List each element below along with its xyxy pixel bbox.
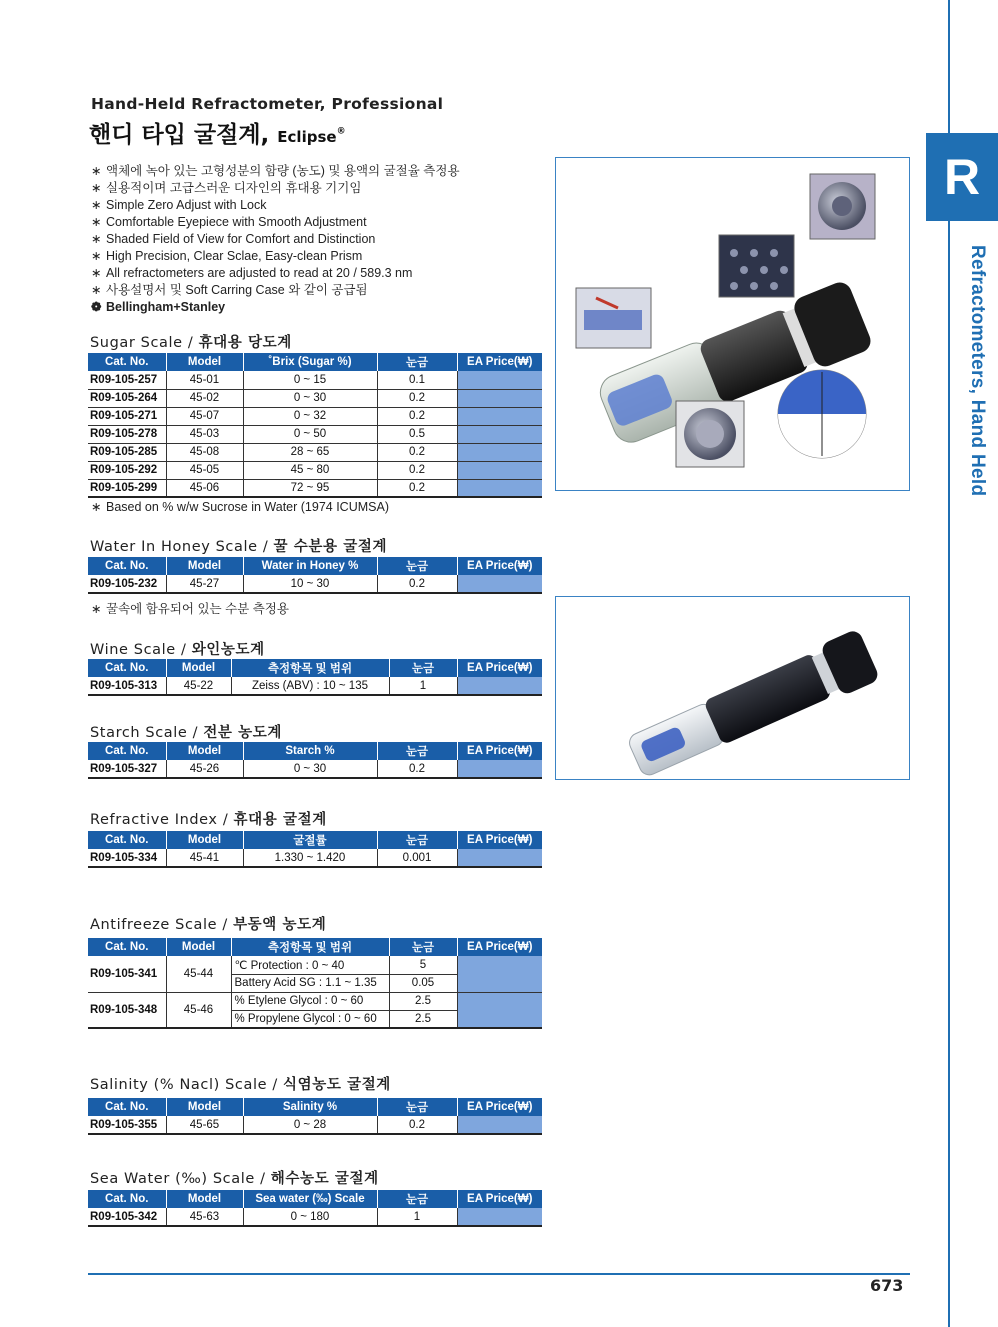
table-row: R09-105-355 45-65 0 ~ 28 0.2 — [88, 1116, 542, 1134]
table-row: R09-105-285 45-08 28 ~ 65 0.2 — [88, 443, 542, 461]
antifreeze-table — [88, 938, 542, 1029]
table-row: R09-105-299 45-06 72 ~ 95 0.2 — [88, 479, 542, 497]
table-header-row: Cat. No. Model Salinity % 눈금 EA Price(₩) — [88, 1098, 542, 1116]
bullet: ∗ — [91, 232, 102, 246]
table-header-row: Cat. No. Model Starch % 눈금 EA Price(₩) — [88, 742, 542, 760]
feature-item: ∗ High Precision, Clear Sclae, Easy-clean Prism — [91, 249, 363, 263]
table-row: R09-105-334 45-41 1.330 ~ 1.420 0.001 — [88, 849, 542, 867]
table-row: R09-105-341 45-44 ℃ Protection : 0 ~ 40 5 — [88, 956, 542, 974]
feature-item: ∗ 사용설명서 및 Soft Carring Case 와 같이 공급됨 — [91, 283, 368, 297]
ri-section-title: Refractive Index / 휴대용 굴절계 — [90, 812, 327, 828]
table-header-row: Cat. No. Model ˚Brix (Sugar %) 눈금 EA Price(₩) — [88, 353, 542, 371]
table-row: R09-105-348 45-46 % Etylene Glycol : 0 ~ 60 2.5 — [88, 992, 542, 1010]
price-cell — [457, 1116, 542, 1134]
product-image-refractometer — [555, 596, 910, 780]
ri-table — [88, 831, 542, 868]
price-cell — [457, 461, 542, 479]
feature-item-brand: ❁ Bellingham+Stanley — [91, 300, 226, 314]
table-row: R09-105-342 45-63 0 ~ 180 1 — [88, 1208, 542, 1226]
sugar-note: ∗ Based on % w/w Sucrose in Water (1974 ICUMSA) — [91, 500, 389, 514]
table-row: R09-105-271 45-07 0 ~ 32 0.2 — [88, 407, 542, 425]
table-row: R09-105-278 45-03 0 ~ 50 0.5 — [88, 425, 542, 443]
price-cell — [457, 443, 542, 461]
title-korean-text: 핸디 타입 굴절계, — [89, 122, 270, 148]
salinity-table — [88, 1098, 542, 1135]
title-korean — [89, 116, 346, 149]
table-row: R09-105-313 45-22 Zeiss (ABV) : 10 ~ 135 1 — [88, 677, 542, 695]
table-row: % Propylene Glycol : 0 ~ 60 2.5 — [88, 1010, 542, 1028]
title-english: Hand-Held Refractometer, Professional — [91, 95, 444, 113]
starch-section-title: Starch Scale / 전분 농도계 — [90, 725, 282, 741]
section-tab-letter: R — [926, 133, 998, 221]
table-row: R09-105-292 45-05 45 ~ 80 0.2 — [88, 461, 542, 479]
side-category-label: Refractometers, Hand Held — [967, 245, 988, 497]
bullet: ∗ — [91, 164, 102, 178]
honey-note: ∗ 꿀속에 함유되어 있는 수분 측정용 — [91, 602, 289, 616]
table-row: Battery Acid SG : 1.1 ~ 1.35 0.05 — [88, 974, 542, 992]
table-header-row: Cat. No. Model 굴절률 눈금 EA Price(₩) — [88, 831, 542, 849]
price-cell — [457, 371, 542, 389]
table-header-row: Cat. No. Model Water in Honey % 눈금 EA Price(₩) — [88, 557, 542, 575]
price-cell — [457, 956, 542, 992]
product-image-refractometer-detail — [555, 157, 910, 491]
price-cell — [457, 992, 542, 1028]
feature-item: ∗ 액체에 녹아 있는 고형성분의 함량 (농도) 및 용액의 굴절율 측정용 — [91, 164, 460, 178]
honey-section-title: Water In Honey Scale / 꿀 수분용 굴절계 — [90, 539, 388, 555]
feature-item: ∗ Comfortable Eyepiece with Smooth Adjustment — [91, 215, 367, 229]
footer-divider-line — [88, 1273, 910, 1275]
seawater-section-title: Sea Water (‰) Scale / 해수농도 굴절계 — [90, 1171, 379, 1187]
price-cell — [457, 425, 542, 443]
feature-item: ∗ Simple Zero Adjust with Lock — [91, 198, 267, 212]
price-cell — [457, 575, 542, 593]
bullet: ∗ — [91, 215, 102, 229]
table-row: R09-105-232 45-27 10 ~ 30 0.2 — [88, 575, 542, 593]
sugar-section-title: Sugar Scale / 휴대용 당도계 — [90, 335, 292, 351]
antifreeze-section-title: Antifreeze Scale / 부동액 농도계 — [90, 917, 327, 933]
table-row: R09-105-327 45-26 0 ~ 30 0.2 — [88, 760, 542, 778]
salinity-section-title: Salinity (% Nacl) Scale / 식염농도 굴절계 — [90, 1077, 391, 1093]
brand-bullet-icon: ❁ — [91, 300, 102, 314]
feature-item: ∗ All refractometers are adjusted to read at 20 / 589.3 nm — [91, 266, 413, 280]
price-cell — [457, 389, 542, 407]
wine-section-title: Wine Scale / 와인농도계 — [90, 642, 265, 658]
refractometer-side-illustration — [556, 597, 910, 780]
sugar-table — [88, 353, 542, 498]
table-header-row: Cat. No. Model 측정항목 및 범위 눈금 EA Price(₩) — [88, 938, 542, 956]
bullet: ∗ — [91, 266, 102, 280]
page-number: 673 — [870, 1276, 904, 1295]
price-cell — [457, 1208, 542, 1226]
table-row: R09-105-257 45-01 0 ~ 15 0.1 — [88, 371, 542, 389]
table-header-row: Cat. No. Model Sea water (‰) Scale 눈금 EA Price(₩) — [88, 1190, 542, 1208]
table-header-row: Cat. No. Model 측정항목 및 범위 눈금 EA Price(₩) — [88, 659, 542, 677]
feature-item: ∗ 실용적이며 고급스러운 디자인의 휴대용 기기임 — [91, 181, 362, 195]
price-cell — [457, 849, 542, 867]
bullet: ∗ — [91, 198, 102, 212]
price-cell — [457, 677, 542, 695]
seawater-table — [88, 1190, 542, 1227]
feature-list — [91, 163, 460, 316]
bullet: ∗ — [91, 249, 102, 263]
bullet: ∗ — [91, 283, 102, 297]
price-cell — [457, 407, 542, 425]
price-cell — [457, 760, 542, 778]
honey-table — [88, 557, 542, 594]
refractometer-illustration — [556, 158, 910, 491]
price-cell — [457, 479, 542, 497]
title-brand: Eclipse — [277, 128, 337, 146]
feature-item: ∗ Shaded Field of View for Comfort and Distinction — [91, 232, 376, 246]
starch-table — [88, 742, 542, 779]
registered-mark: ® — [336, 126, 346, 137]
wine-table — [88, 659, 542, 696]
table-row: R09-105-264 45-02 0 ~ 30 0.2 — [88, 389, 542, 407]
bullet: ∗ — [91, 181, 102, 195]
